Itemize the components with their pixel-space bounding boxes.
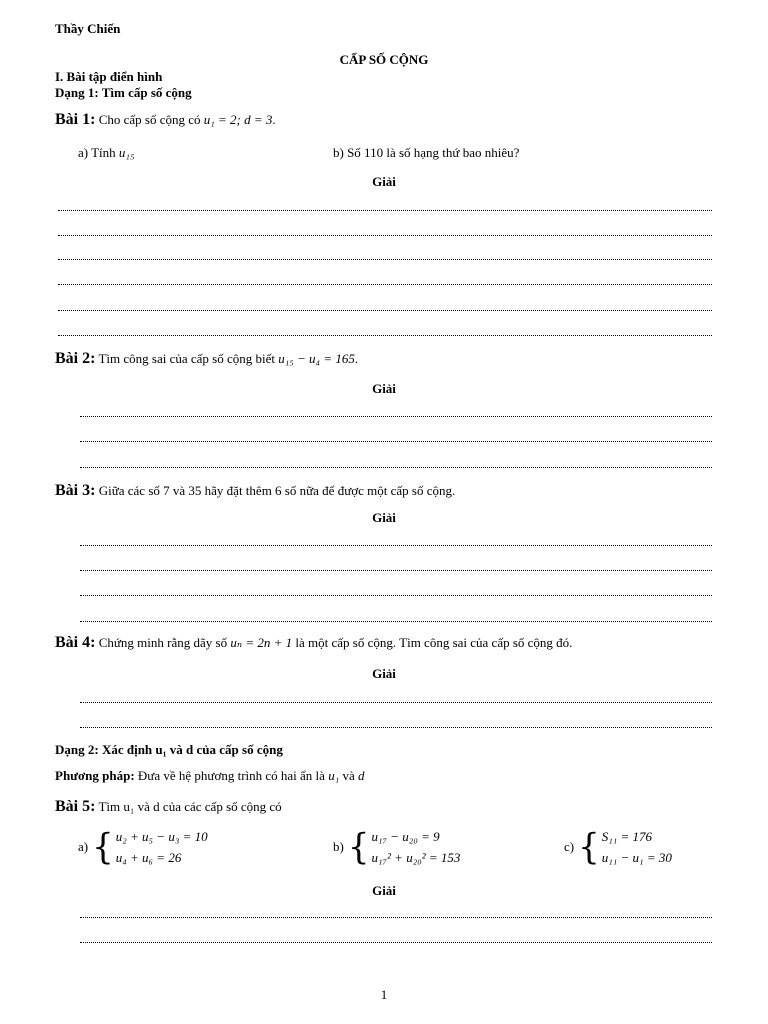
bai1-label: Bài 1: [55,111,96,128]
system-b-label: b) [333,839,344,854]
phuong-phap-math1: u₁ [328,768,340,783]
phuong-phap-math2: d [358,768,365,783]
system-c-row1: S₁₁ = 176 [601,829,653,844]
answer-line[interactable] [58,259,712,260]
phuong-phap [55,768,365,784]
bai1-statement [55,111,276,129]
solution-label: Giải [372,883,396,898]
phuong-phap-label: Phương pháp: [55,768,135,783]
dang2-heading: Dạng 2: Xác định u₁ và d của cấp số cộng [55,742,283,757]
left-brace-icon: { [578,826,600,868]
bai4-statement [55,634,572,652]
system-c-row2: u₁₁ − u₁ = 30 [601,850,672,865]
page-title: CẤP SỐ CỘNG [339,52,429,67]
system-a [78,826,208,868]
bai4-label: Bài 4: [55,634,96,651]
system-a-row2: u₄ + u₆ = 26 [115,850,182,865]
bai3-text: Giữa các số 7 và 35 hãy đặt thêm 6 số nữa để được một cấp số cộng. [98,483,456,498]
solution-label: Giải [372,510,396,525]
bai2-text: Tìm công sai của cấp số cộng biết [98,351,275,366]
bai1-text: Cho cấp số cộng có [98,112,201,127]
solution-label: Giải [372,381,396,396]
bai2-statement [55,350,358,368]
answer-line[interactable] [80,416,712,417]
solution-label: Giải [372,666,396,681]
system-b [333,826,460,868]
bai2-math: u₁₅ − u₄ = 165 [278,351,355,366]
answer-line[interactable] [80,917,712,918]
bai4-text: Chứng minh rằng dãy số [98,635,228,650]
section-heading: I. Bài tập điển hình [55,69,163,84]
answer-line[interactable] [80,467,712,468]
bai5-statement [55,798,282,816]
phuong-phap-connector: và [342,768,355,783]
dang1-heading: Dạng 1: Tìm cấp số cộng [55,85,192,100]
left-brace-icon: { [92,826,114,868]
phuong-phap-text: Đưa về hệ phương trình có hai ẩn là [137,768,325,783]
bai4-math: uₙ = 2n + 1 [230,635,293,650]
answer-line[interactable] [58,284,712,285]
answer-line[interactable] [58,235,712,236]
system-b-row2: u₁₇² + u₂₀² = 153 [371,850,461,865]
bai3-statement [55,482,455,500]
bai1-part-b: b) Số 110 là số hạng thứ bao nhiêu? [333,145,520,160]
system-c-label: c) [564,839,575,854]
answer-line[interactable] [58,210,712,211]
bai1-part-a-text: a) Tính [78,145,116,160]
answer-line[interactable] [80,942,712,943]
answer-line[interactable] [80,570,712,571]
bai1-period: . [272,112,276,127]
page-number: 1 [380,987,388,1002]
bai1-part-a-math: u₁₅ [118,145,135,160]
bai2-label: Bài 2: [55,350,96,367]
bai5-label: Bài 5: [55,798,96,815]
answer-line[interactable] [80,441,712,442]
answer-line[interactable] [80,545,712,546]
author: Thầy Chiến [55,21,121,36]
answer-line[interactable] [58,310,712,311]
bai3-label: Bài 3: [55,482,96,499]
bai4-text-after: là một cấp số cộng. Tìm công sai của cấp số cộng đó. [295,635,573,650]
answer-line[interactable] [80,595,712,596]
answer-line[interactable] [58,335,712,336]
system-a-row1: u₂ + u₅ − u₃ = 10 [115,829,208,844]
bai2-period: . [354,351,359,366]
bai1-part-a [78,145,134,161]
left-brace-icon: { [347,826,370,868]
bai5-text: Tìm u₁ và d của các cấp số cộng có [98,799,282,814]
bai1-math: u₁ = 2; d = 3 [203,112,273,127]
system-a-label: a) [78,839,89,854]
answer-line[interactable] [80,727,712,728]
answer-line[interactable] [80,702,712,703]
answer-line[interactable] [80,621,712,622]
solution-label: Giải [372,174,396,189]
system-b-row1: u₁₇ − u₂₀ = 9 [371,829,440,844]
system-c [564,826,672,868]
